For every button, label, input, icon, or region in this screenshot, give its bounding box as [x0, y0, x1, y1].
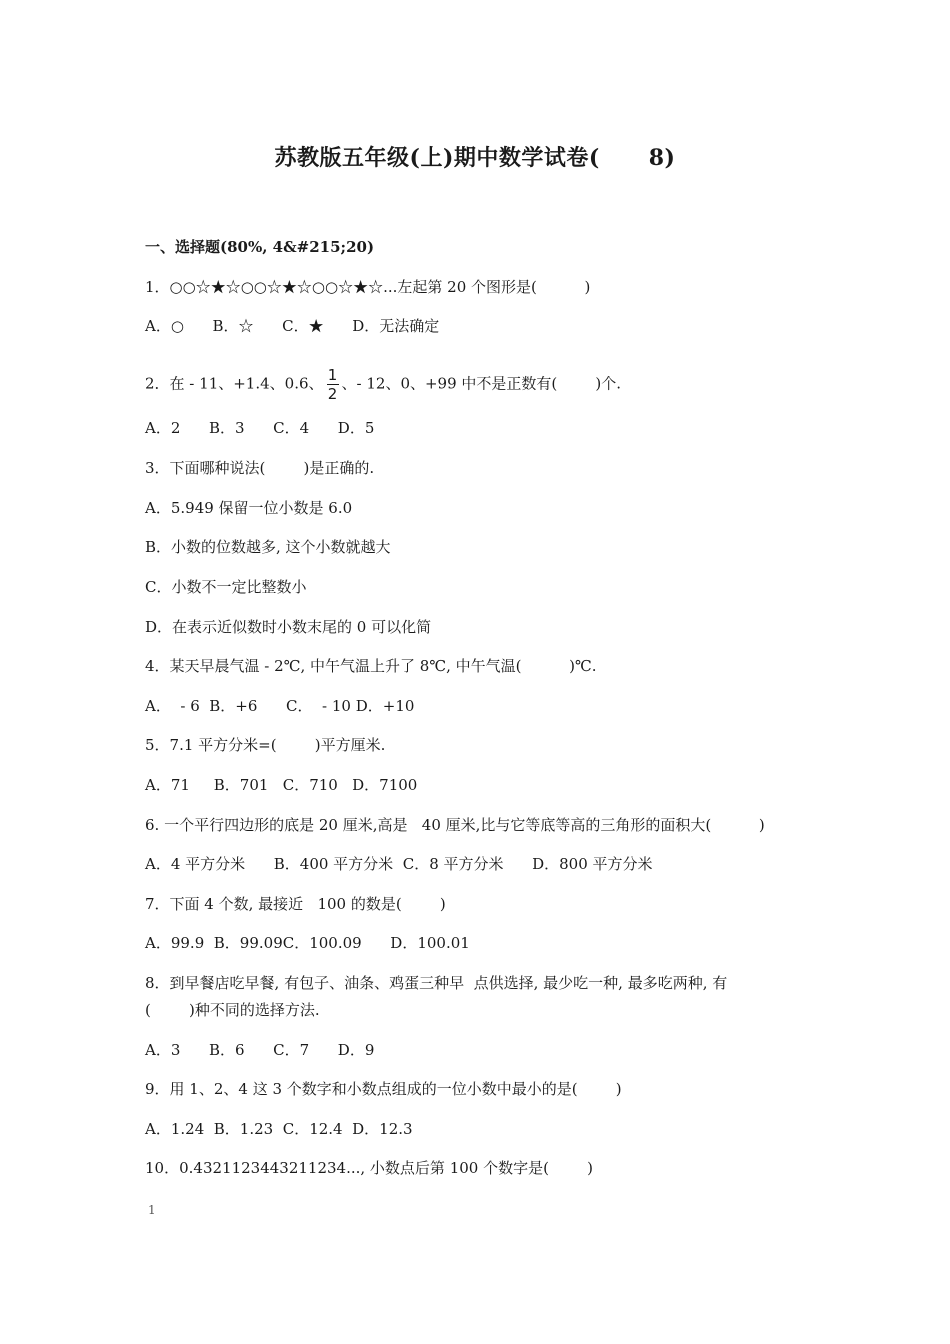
question-1-stem: 1．○○☆★☆○○☆★☆○○☆★☆...左起第 20 个图形是( ): [145, 278, 591, 296]
question-6-options: A．4 平方分米 B．400 平方分米 C．8 平方分米 D．800 平方分米: [145, 855, 653, 873]
question-9-options: A．1.24 B．1.23 C．12.4 D．12.3: [145, 1120, 413, 1138]
question-4-stem: 4．某天早晨气温 - 2℃, 中午气温上升了 8℃, 中午气温( )℃.: [145, 657, 597, 675]
fraction-denominator: 2: [327, 385, 338, 403]
question-3-option-d: D．在表示近似数时小数末尾的 0 可以化简: [145, 618, 432, 636]
fraction-one-half: [327, 367, 339, 402]
question-4-options: A． - 6 B．+6 C． - 10 D．+10: [145, 697, 415, 715]
page-title: 苏教版五年级(上)期中数学试卷( 8): [274, 145, 676, 171]
question-8-stem-line-2: ( )种不同的选择方法.: [145, 1001, 320, 1019]
question-7-options: A．99.9 B．99.09C．100.09 D．100.01: [145, 934, 470, 952]
question-2-options: A．2 B．3 C．4 D．5: [145, 419, 375, 437]
question-3-stem: 3．下面哪种说法( )是正确的.: [145, 459, 375, 477]
question-3-option-c: C．小数不一定比整数小: [145, 578, 307, 596]
question-8-stem-line-1: 8．到早餐店吃早餐, 有包子、油条、鸡蛋三种早 点供选择, 最少吃一种, 最多吃两种, 有: [145, 974, 728, 992]
question-5-stem: 5．7.1 平方分米=( )平方厘米.: [145, 736, 386, 754]
question-3-option-b: B．小数的位数越多, 这个小数就越大: [145, 538, 391, 556]
section-heading: 一、选择题(80%, 4&#215;20): [145, 238, 375, 256]
question-2-stem-before: 2．在 - 11、+1.4、0.6、: [145, 374, 324, 393]
question-3-option-a: A．5.949 保留一位小数是 6.0: [145, 499, 353, 517]
question-6-stem: 6. 一个平行四边形的底是 20 厘米,高是 40 厘米,比与它等底等高的三角形的面积大( ): [145, 816, 765, 834]
question-1-options: A．○ B．☆ C．★ D．无法确定: [145, 317, 440, 335]
question-8-options: A．3 B．6 C．7 D．9: [145, 1041, 375, 1059]
question-7-stem: 7．下面 4 个数, 最接近 100 的数是( ): [145, 895, 446, 913]
question-9-stem: 9．用 1、2、4 这 3 个数字和小数点组成的一位小数中最小的是( ): [145, 1080, 622, 1098]
question-2-stem-after: 、- 12、0、+99 中不是正数有( )个.: [341, 374, 622, 393]
page-number: 1: [148, 1203, 156, 1217]
fraction-numerator: 1: [327, 366, 338, 384]
question-10-stem: 10．0.4321123443211234..., 小数点后第 100 个数字是( ): [145, 1159, 593, 1177]
question-2-stem: [145, 367, 621, 402]
question-5-options: A．71 B．701 C．710 D．7100: [145, 776, 418, 794]
